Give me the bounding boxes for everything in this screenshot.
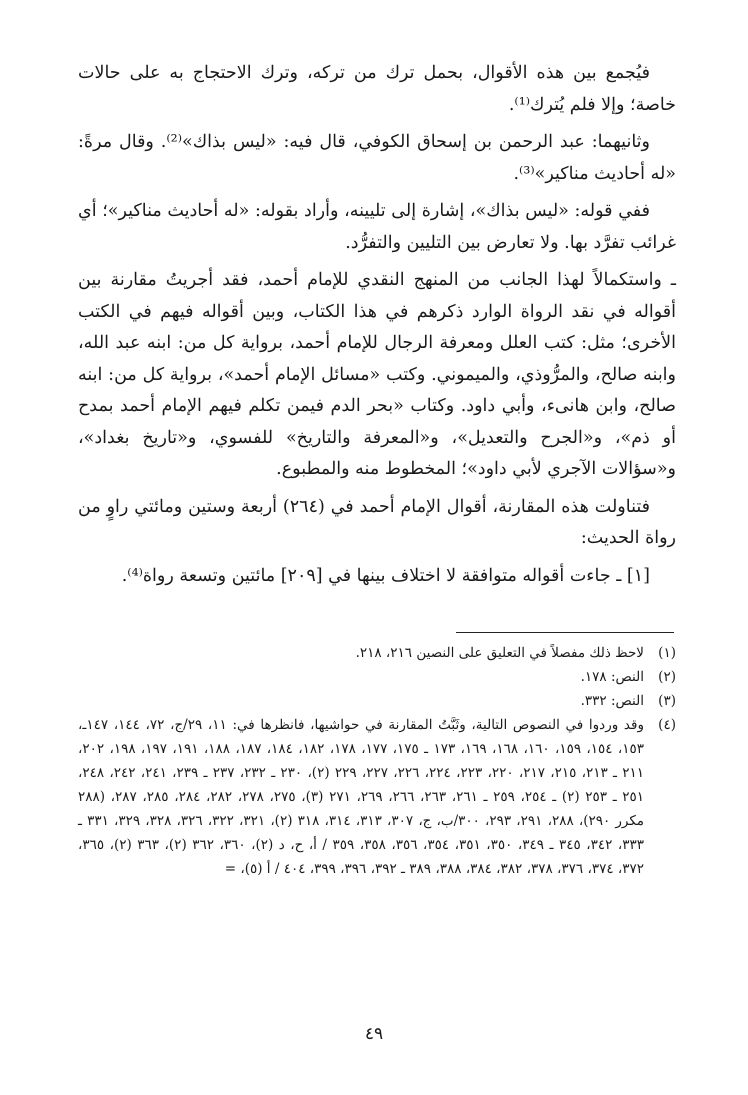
body-paragraph-5: فتناولت هذه المقارنة، أقوال الإمام أحمد في (٢٦٤) أربعة وستين ومائتي راوٍ من رواة الحديث: (78, 496, 676, 548)
footnote-text: النص: ١٧٨. (580, 669, 644, 685)
body-paragraph-2: وثانيهما: عبد الرحمن بن إسحاق الكوفي، قال فيه: «ليس بذاك»⁽²⁾. وقال مرةً: «له أحاديث مناكير»⁽³⁾. (78, 132, 676, 184)
page-number: ٤٩ (364, 1024, 384, 1044)
footnote-2 (78, 665, 676, 689)
footnote-number: (٢) (658, 669, 676, 685)
footnote-1 (78, 641, 676, 665)
footnote-4 (78, 713, 676, 881)
footnote-separator (456, 632, 674, 633)
body-paragraph-1: فيُجمع بين هذه الأقوال، بحمل ترك من تركه، وترك الاحتجاج به على حالات خاصة؛ وإلا فلم يُترك⁽¹⁾. (78, 63, 676, 115)
footnote-number: (٣) (658, 693, 676, 709)
footnote-number: (٤) (658, 717, 676, 733)
body-paragraph-4: ـ واستكمالاً لهذا الجانب من المنهج النقدي للإمام أحمد، فقد أجريتُ مقارنة بين أقواله في نقد الرواة الوارد ذكرهم في هذا الكتاب، وبين أقواله فيهم في الكتب الأخرى؛ مثل: كتب العلل ومعرفة الرجال للإمام أحمد، برواية كل من: ابنه عبد الله، وابنه صالح، والمرُّوذي، والميموني. وكتب «مسائل الإمام أحمد»، برواية كل من: ابنه صالح، وابن هانىء، وأبي داود. وكتاب «بحر الدم فيمن تكلم فيهم الإمام أحمد بمدح أو ذم»، و«الجرح والتعديل»، و«المعرفة والتاريخ» للفسوي، و«تاريخ بغداد»، و«سؤالات الآجري لأبي داود»؛ المخطوط منه والمطبوع. (78, 270, 676, 479)
footnote-text: وقد وردوا في النصوص التالية، وثَبَّتُ المقارنة في حواشيها، فانظرها في: ١١، ٢٩/ج، ٧٢، ١٤٤، ١٤٧ـ، ١٥٣، ١٥٤، ١٥٩، ١٦٠، ١٦٨، ١٦٩، ١٧٣ ـ ١٧٥، ١٧٧، ١٧٨، ١٨٢، ١٨٤، ١٨٧، ١٨٨، ١٩١، ١٩٧، ١٩٨، ٢٠٢، ٢١١ ـ ٢١٣، ٢١٥، ٢١٧، ٢٢٠، ٢٢٣، ٢٢٤، ٢٢٦، ٢٢٧، ٢٢٩ (٢)، ٢٣٠ ـ ٢٣٢، ٢٣٧ ـ ٢٣٩، ٢٤١، ٢٤٢، ٢٤٨، ٢٥١ ـ ٢٥٣ (٢) ـ ٢٥٤، ٢٥٩ ـ ٢٦١، ٢٦٣، ٢٦٦، ٢٦٩، ٢٧١ (٣)، ٢٧٥، ٢٧٨، ٢٨٢، ٢٨٤، ٢٨٥، ٢٨٧، (٢٨٨ مكرر ٢٩٠)، ٢٨٨، ٢٩١، ٢٩٣، ٣٠٠/ب، ج، ٣٠٧، ٣١٣، ٣١٤، ٣١٨ (٢)، ٣٢١، ٣٢٢، ٣٢٦، ٣٢٨، ٣٢٩، ٣٣١ ـ ٣٣٣، ٣٤٢، ٣٤٥ ـ ٣٤٩، ٣٥٠، ٣٥١، ٣٥٤، ٣٥٦، ٣٥٨، ٣٥٩ / أ، ح، د (٢)، ٣٦٠، ٣٦٢ (٢)، ٣٦٣ (٢)، ٣٦٥، ٣٧٢، ٣٧٤، ٣٧٦، ٣٧٨، ٣٨٢، ٣٨٤، ٣٨٨، ٣٨٩ ـ ٣٩٢، ٣٩٦، ٣٩٩، ٤٠٤ / أ (٥)، = (78, 717, 645, 877)
footnote-text: لاحظ ذلك مفصلاً في التعليق على النصين ٢١٦، ٢١٨. (355, 645, 644, 661)
footnote-text: النص: ٣٣٢. (580, 693, 644, 709)
footnote-3 (78, 689, 676, 713)
footnote-number: (١) (658, 645, 676, 661)
page-content (78, 58, 676, 881)
body-paragraph-6: [١] ـ جاءت أقواله متوافقة لا اختلاف بينها في [٢٠٩] مائتين وتسعة رواة⁽⁴⁾. (121, 565, 650, 586)
body-paragraph-3: ففي قوله: «ليس بذاك»، إشارة إلى تليينه، وأراد بقوله: «له أحاديث مناكير»؛ أي غرائب تفرَّد بها. ولا تعارض بين التليين والتفرُّد. (78, 201, 676, 253)
